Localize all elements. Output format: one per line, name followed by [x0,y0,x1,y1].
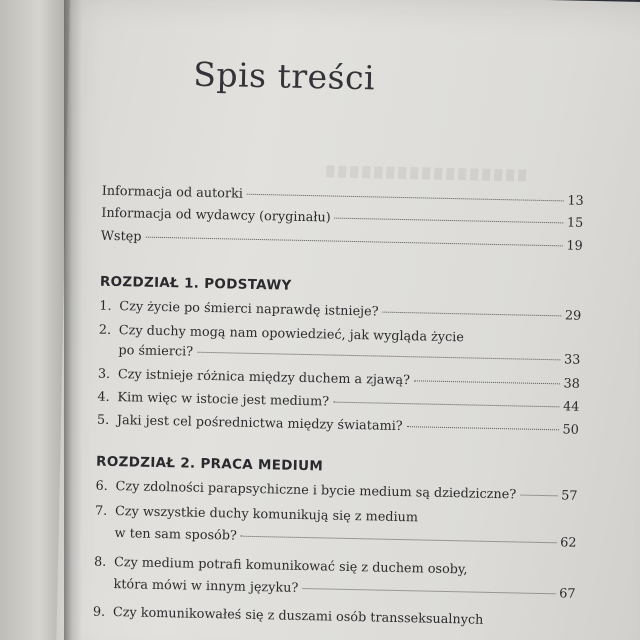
toc-entry-page: 44 [562,399,580,415]
toc-entry-label: Informacja od wydawcy (oryginału) [101,205,331,226]
chapter-heading: ROZDZIAŁ 2. PRACA MEDIUM [95,453,324,475]
toc-entry-number: 7. [94,503,108,519]
table-of-contents [92,0,596,628]
toc-entry-label: Informacja od autorki [101,183,244,202]
book-gutter-shadow [64,0,82,640]
toc-entry-first-line [94,555,468,578]
page-title: Spis treści [192,54,376,98]
toc-entry [101,206,583,231]
toc-entry-number: 1. [99,298,112,314]
toc-entry-page: 33 [563,352,581,368]
toc-entry-label-continued: po śmierci? [118,343,194,360]
toc-entry-number: 4. [97,389,110,405]
dot-leader [407,426,559,430]
toc-entry-first-line [99,323,464,346]
toc-entry [98,367,580,392]
toc-entry-number: 3. [97,366,111,382]
dot-leader [247,194,564,202]
toc-entry-first-line [95,504,418,526]
toc-entry [95,479,577,504]
toc-entry-label: Czy wszystkie duchy komunikują się z medium [114,504,419,526]
toc-entry-page: 38 [563,376,581,392]
book-page [56,0,640,640]
toc-entry [97,413,579,438]
toc-entry-label: Kim więc w istocie jest medium? [117,390,330,410]
toc-entry-label-continued: która mówi w innym języku? [113,577,299,596]
toc-entry-number: 9. [92,604,106,620]
dot-leader [520,495,557,497]
toc-entry-page: 57 [561,488,578,504]
dot-leader [241,536,556,544]
dot-leader [382,312,560,317]
toc-entry-page: 67 [559,586,576,602]
toc-entry [101,229,583,254]
toc-entry-page: 29 [564,308,582,324]
toc-entry [97,390,579,415]
dot-leader [302,588,555,594]
toc-entry-label: Czy zdolności parapsychiczne i bycie medium są dziedziczne? [115,479,517,503]
toc-entry [102,184,584,209]
toc-entry-label: Czy komunikowałeś się z duszami osób transseksualnych [112,605,484,628]
toc-entry-page: 13 [567,193,584,209]
toc-entry-label: Wstęp [100,228,142,245]
toc-entry-page: 19 [566,238,583,254]
toc-entry-label: Jaki jest cel pośrednictwa między światami? [116,413,403,435]
toc-entry [98,343,580,368]
toc-entry [99,299,581,324]
toc-entry-number: 5. [96,412,110,428]
dot-leader [335,218,563,224]
toc-entry-label: Czy duchy mogą nam opowiedzieć, jak wygląda życie [118,323,465,346]
toc-entry [93,577,575,602]
toc-entry-label: Czy istnieje różnica między duchem a zjawą? [117,367,411,389]
dot-leader [414,380,560,384]
chapter-heading: ROZDZIAŁ 1. PODSTAWY [99,273,292,294]
toc-entry-label-continued: w ten sam sposób? [114,526,237,544]
toc-entry [94,526,576,551]
toc-entry-label: Czy medium potrafi komunikować się z duchem osoby, [113,555,468,578]
dot-leader [145,237,562,247]
toc-entry-first-line [93,605,484,628]
toc-entry-label: Czy życie po śmierci naprawdę istnieje? [119,299,379,320]
toc-entry-number: 6. [95,478,108,494]
toc-entry-page: 50 [562,422,580,438]
show-through-text [326,165,526,181]
dot-leader [333,402,559,408]
toc-entry-page: 15 [566,215,584,231]
toc-entry-number: 8. [93,554,107,570]
toc-entry-page: 62 [560,535,577,551]
toc-entry-number: 2. [98,322,112,338]
dot-leader [197,352,560,361]
